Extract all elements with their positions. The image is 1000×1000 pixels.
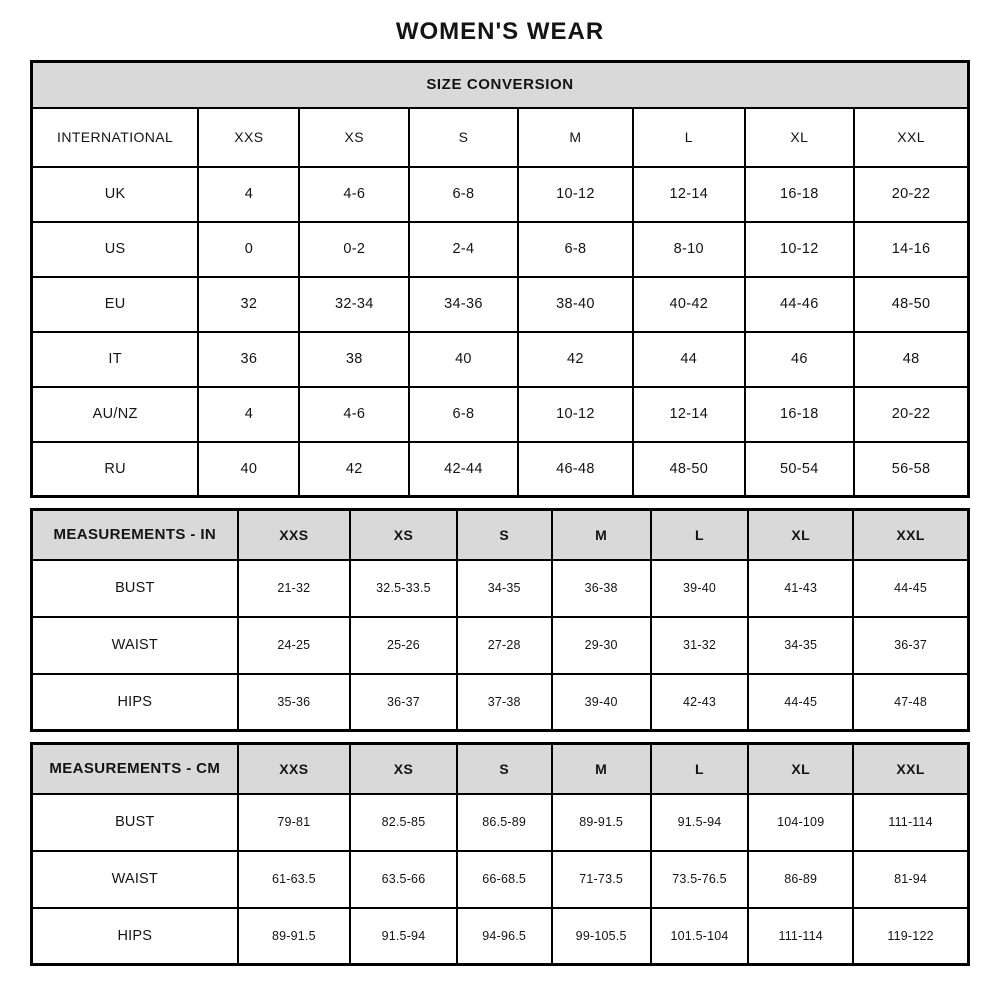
size-cell: 4 <box>198 387 299 442</box>
size-cell: 56-58 <box>854 442 968 497</box>
size-conversion-table <box>30 60 970 498</box>
col-header-l: L <box>651 744 748 794</box>
measure-cell: 79-81 <box>238 794 350 851</box>
size-cell: 14-16 <box>854 222 968 277</box>
measure-cell: 91.5-94 <box>651 794 748 851</box>
row-label: RU <box>32 442 199 497</box>
measure-cell: 32.5-33.5 <box>350 560 457 617</box>
measure-cell: 119-122 <box>853 908 968 965</box>
measure-cell: 36-37 <box>350 674 457 731</box>
measure-cell: 111-114 <box>853 794 968 851</box>
size-cell: 38 <box>299 332 409 387</box>
measure-cell: 34-35 <box>748 617 853 674</box>
col-header-xxl: XXL <box>853 510 968 560</box>
col-header-measurements-cm: MEASUREMENTS - CM <box>32 744 238 794</box>
table-row-aunz <box>32 387 969 442</box>
table-row-hips-in <box>32 674 969 731</box>
col-header-xxl: XXL <box>853 744 968 794</box>
size-cell: 10-12 <box>518 167 633 222</box>
measure-cell: 63.5-66 <box>350 851 457 908</box>
table-row-hips-cm <box>32 908 969 965</box>
size-cell: 4-6 <box>299 387 409 442</box>
col-header-m: M <box>552 510 651 560</box>
size-cell: 44 <box>633 332 745 387</box>
size-cell: 36 <box>198 332 299 387</box>
measure-cell: 31-32 <box>651 617 748 674</box>
measure-cell: 44-45 <box>748 674 853 731</box>
size-cell: 50-54 <box>745 442 855 497</box>
size-cell: 46 <box>745 332 855 387</box>
col-header-xs: XS <box>350 510 457 560</box>
row-label: AU/NZ <box>32 387 199 442</box>
col-header-s: S <box>457 744 552 794</box>
size-cell: 32 <box>198 277 299 332</box>
measure-cell: 91.5-94 <box>350 908 457 965</box>
size-cell: 6-8 <box>518 222 633 277</box>
table-row-bust-cm <box>32 794 969 851</box>
measure-cell: 36-37 <box>853 617 968 674</box>
size-cell: 20-22 <box>854 167 968 222</box>
size-cell: 34-36 <box>409 277 518 332</box>
measure-cell: 86-89 <box>748 851 853 908</box>
col-header-l: L <box>651 510 748 560</box>
measure-cell: 34-35 <box>457 560 552 617</box>
size-cell: 20-22 <box>854 387 968 442</box>
row-label: HIPS <box>32 908 238 965</box>
size-cell: 48 <box>854 332 968 387</box>
col-header-xs: XS <box>350 744 457 794</box>
size-cell: 6-8 <box>409 167 518 222</box>
col-header-xxs: XXS <box>238 510 350 560</box>
measure-cell: 94-96.5 <box>457 908 552 965</box>
measurements-cm-header-row <box>32 744 969 794</box>
size-cell: 38-40 <box>518 277 633 332</box>
size-conversion-banner-row <box>32 62 969 108</box>
size-conversion-header-row <box>32 108 969 167</box>
size-cell: 4-6 <box>299 167 409 222</box>
measure-cell: 41-43 <box>748 560 853 617</box>
col-header-measurements-in: MEASUREMENTS - IN <box>32 510 238 560</box>
size-cell: 4 <box>198 167 299 222</box>
col-header-xl: XL <box>748 744 853 794</box>
size-cell: 10-12 <box>745 222 855 277</box>
row-label: BUST <box>32 560 238 617</box>
measure-cell: 47-48 <box>853 674 968 731</box>
measure-cell: 89-91.5 <box>238 908 350 965</box>
size-cell: 42-44 <box>409 442 518 497</box>
measure-cell: 73.5-76.5 <box>651 851 748 908</box>
row-label: HIPS <box>32 674 238 731</box>
measure-cell: 29-30 <box>552 617 651 674</box>
size-cell: 12-14 <box>633 387 745 442</box>
measure-cell: 89-91.5 <box>552 794 651 851</box>
table-row-bust-in <box>32 560 969 617</box>
row-label: US <box>32 222 199 277</box>
size-cell: 10-12 <box>518 387 633 442</box>
col-header-xxs: XXS <box>238 744 350 794</box>
measure-cell: 44-45 <box>853 560 968 617</box>
measurements-in-header-row <box>32 510 969 560</box>
measure-cell: 39-40 <box>552 674 651 731</box>
table-row-eu <box>32 277 969 332</box>
col-header-m: M <box>552 744 651 794</box>
size-cell: 48-50 <box>854 277 968 332</box>
measure-cell: 42-43 <box>651 674 748 731</box>
size-cell: 32-34 <box>299 277 409 332</box>
col-header-xl: XL <box>748 510 853 560</box>
table-row-us <box>32 222 969 277</box>
size-cell: 46-48 <box>518 442 633 497</box>
size-cell: 8-10 <box>633 222 745 277</box>
col-header-international: INTERNATIONAL <box>32 108 199 167</box>
size-cell: 48-50 <box>633 442 745 497</box>
measure-cell: 101.5-104 <box>651 908 748 965</box>
size-cell: 6-8 <box>409 387 518 442</box>
measure-cell: 86.5-89 <box>457 794 552 851</box>
size-cell: 12-14 <box>633 167 745 222</box>
measure-cell: 25-26 <box>350 617 457 674</box>
measure-cell: 39-40 <box>651 560 748 617</box>
row-label: UK <box>32 167 199 222</box>
measure-cell: 37-38 <box>457 674 552 731</box>
measure-cell: 21-32 <box>238 560 350 617</box>
measure-cell: 82.5-85 <box>350 794 457 851</box>
size-conversion-title: SIZE CONVERSION <box>32 62 969 108</box>
measurements-cm-table <box>30 742 970 966</box>
col-header-xxs: XXS <box>198 108 299 167</box>
size-cell: 16-18 <box>745 387 855 442</box>
col-header-l: L <box>633 108 745 167</box>
table-row-ru <box>32 442 969 497</box>
measure-cell: 24-25 <box>238 617 350 674</box>
col-header-xxl: XXL <box>854 108 968 167</box>
measure-cell: 35-36 <box>238 674 350 731</box>
size-cell: 40-42 <box>633 277 745 332</box>
col-header-s: S <box>457 510 552 560</box>
size-cell: 2-4 <box>409 222 518 277</box>
measure-cell: 27-28 <box>457 617 552 674</box>
col-header-s: S <box>409 108 518 167</box>
table-row-waist-cm <box>32 851 969 908</box>
size-cell: 42 <box>299 442 409 497</box>
table-row-uk <box>32 167 969 222</box>
measurements-in-table <box>30 508 970 732</box>
size-cell: 40 <box>409 332 518 387</box>
measure-cell: 71-73.5 <box>552 851 651 908</box>
row-label: EU <box>32 277 199 332</box>
row-label: WAIST <box>32 851 238 908</box>
row-label: IT <box>32 332 199 387</box>
row-label: BUST <box>32 794 238 851</box>
table-row-it <box>32 332 969 387</box>
size-cell: 40 <box>198 442 299 497</box>
measure-cell: 111-114 <box>748 908 853 965</box>
measure-cell: 36-38 <box>552 560 651 617</box>
measure-cell: 81-94 <box>853 851 968 908</box>
measure-cell: 104-109 <box>748 794 853 851</box>
size-cell: 0 <box>198 222 299 277</box>
size-cell: 0-2 <box>299 222 409 277</box>
measure-cell: 99-105.5 <box>552 908 651 965</box>
page-title: WOMEN'S WEAR <box>395 18 605 45</box>
size-cell: 44-46 <box>745 277 855 332</box>
size-cell: 16-18 <box>745 167 855 222</box>
table-row-waist-in <box>32 617 969 674</box>
col-header-xl: XL <box>745 108 855 167</box>
row-label: WAIST <box>32 617 238 674</box>
measure-cell: 61-63.5 <box>238 851 350 908</box>
col-header-xs: XS <box>299 108 409 167</box>
size-cell: 42 <box>518 332 633 387</box>
measure-cell: 66-68.5 <box>457 851 552 908</box>
col-header-m: M <box>518 108 633 167</box>
